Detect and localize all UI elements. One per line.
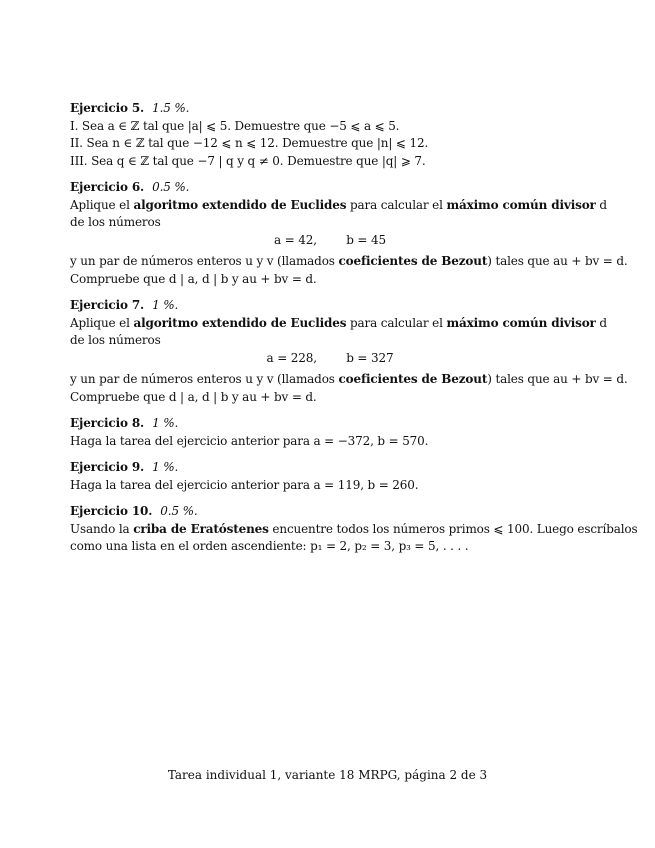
text-span: Aplique el (70, 197, 134, 212)
exercise-intro (70, 197, 607, 215)
bold-term: algoritmo extendido de Euclides (133, 197, 347, 212)
exercise-intro-cont: de los números (70, 215, 161, 229)
exercise-5 (70, 100, 590, 170)
text-span: ) tales que au + bv = d. (487, 372, 628, 386)
exercise-intro-cont: de los números (70, 333, 161, 347)
exercise-title: Ejercicio 7. (70, 298, 145, 312)
exercise-10 (70, 503, 638, 556)
exercise-weight: 1 %. (152, 416, 179, 430)
display-equation: a = 228, b = 327 (266, 350, 394, 365)
bold-term: algoritmo extendido de Euclides (133, 315, 347, 330)
exercise-heading (70, 415, 590, 433)
exercise-after (70, 253, 628, 271)
bold-term: criba de Eratóstenes (133, 521, 269, 536)
exercise-heading (70, 100, 590, 118)
exercise-text-cont: como una lista en el orden ascendiente: p₁ = 2, p₂ = 3, p₃ = 5, . . . . (70, 539, 469, 553)
exercise-weight: 1 %. (152, 298, 179, 312)
bold-term: máximo común divisor (446, 197, 596, 212)
exercise-title: Ejercicio 10. (70, 504, 153, 518)
exercise-weight: 1 %. (152, 460, 179, 474)
exercise-text (70, 521, 638, 539)
exercise-list (70, 100, 638, 565)
exercise-check: Compruebe que d | a, d | b y au + bv = d. (70, 389, 317, 404)
exercise-weight: 1.5 %. (152, 101, 190, 115)
display-equation: a = 42, b = 45 (274, 232, 386, 247)
text-span: para calcular el (346, 315, 447, 330)
text-span: d (595, 315, 607, 330)
exercise-title: Ejercicio 9. (70, 460, 145, 474)
exercise-line: I. Sea a ∈ ℤ tal que |a| ⩽ 5. Demuestre que −5 ⩽ a ⩽ 5. (70, 118, 400, 133)
bold-term: coeficientes de Bezout (338, 372, 488, 386)
exercise-text: Haga la tarea del ejercicio anterior para a = 119, b = 260. (70, 477, 419, 492)
exercise-7 (70, 297, 628, 406)
exercise-heading (70, 179, 590, 197)
exercise-line: III. Sea q ∈ ℤ tal que −7 | q y q ≠ 0. Demuestre que |q| ⩾ 7. (70, 153, 426, 168)
exercise-text: Haga la tarea del ejercicio anterior para a = −372, b = 570. (70, 433, 429, 448)
text-span: Aplique el (70, 315, 134, 330)
exercise-check: Compruebe que d | a, d | b y au + bv = d. (70, 271, 317, 286)
text-span: y un par de números enteros u y v (llamados (70, 372, 339, 386)
text-span: d (595, 197, 607, 212)
exercise-weight: 0.5 %. (152, 180, 190, 194)
page-footer: Tarea individual 1, variante 18 MRPG, página 2 de 3 (167, 768, 488, 782)
text-span: y un par de números enteros u y v (llamados (70, 254, 339, 268)
bold-term: coeficientes de Bezout (338, 254, 488, 268)
exercise-weight: 0.5 %. (160, 504, 198, 518)
exercise-line: II. Sea n ∈ ℤ tal que −12 ⩽ n ⩽ 12. Demuestre que |n| ⩽ 12. (70, 136, 429, 150)
exercise-heading (70, 459, 590, 477)
text-span: encuentre todos los números primos ⩽ 100. Luego escríbalos (268, 521, 638, 536)
exercise-8 (70, 415, 590, 450)
exercise-6 (70, 179, 628, 288)
exercise-heading (70, 503, 590, 521)
exercise-9 (70, 459, 590, 494)
exercise-title: Ejercicio 6. (70, 180, 145, 194)
exercise-intro (70, 315, 607, 333)
exercise-title: Ejercicio 8. (70, 416, 145, 430)
exercise-after (70, 371, 628, 389)
bold-term: máximo común divisor (446, 315, 596, 330)
exercise-heading (70, 297, 590, 315)
text-span: ) tales que au + bv = d. (487, 254, 628, 268)
text-span: Usando la (70, 521, 134, 536)
text-span: para calcular el (346, 197, 447, 212)
exercise-title: Ejercicio 5. (70, 101, 145, 115)
